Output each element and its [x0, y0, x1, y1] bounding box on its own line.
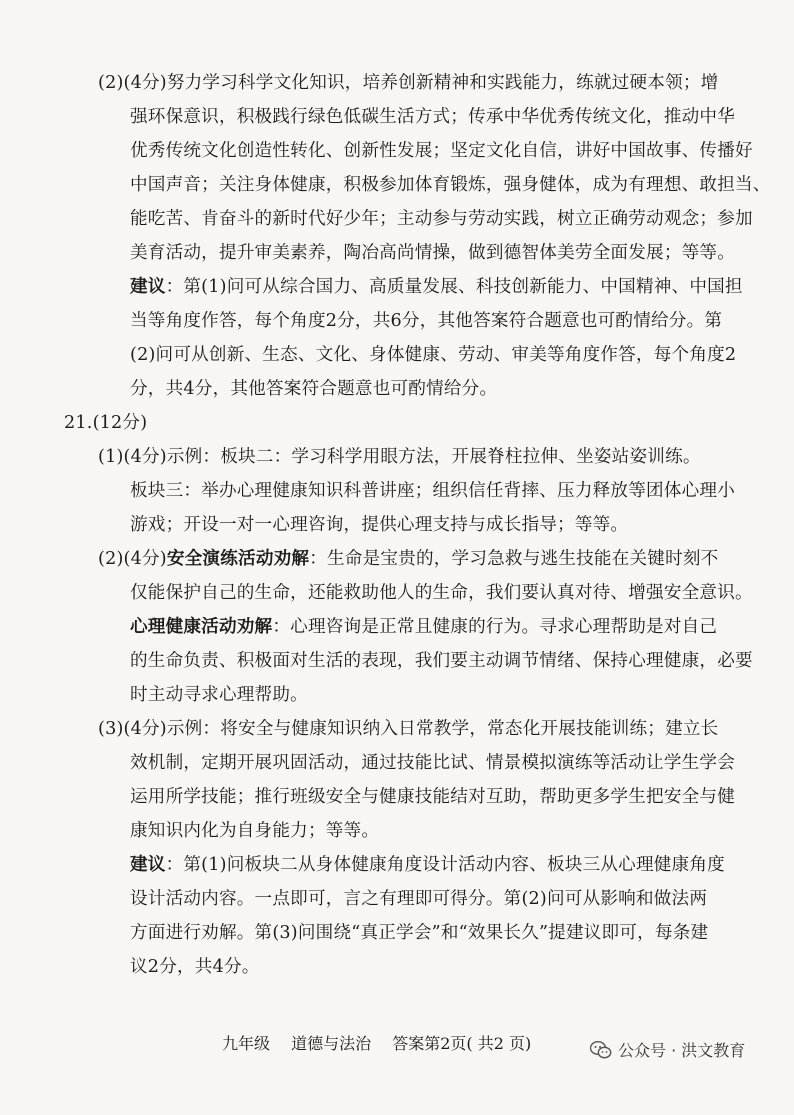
text-line [98, 66, 718, 100]
wechat-watermark [590, 1038, 745, 1061]
text-segment: 康知识内化为自身能力；等等。 [130, 821, 380, 841]
text-segment: 效机制，定期开展巩固活动，通过技能比试、情景模拟演练等活动让学生学会 [130, 753, 735, 773]
text-segment: 设计活动内容。一点即可，言之有理即可得分。第(2)问可从影响和做法两 [130, 889, 708, 909]
text-segment: (2)问可从创新、生态、文化、身体健康、劳动、审美等角度作答，每个角度2 [130, 345, 737, 365]
watermark-text: 公众号 · 洪文教育 [618, 1041, 746, 1060]
footer-subject: 道德与法治 [291, 1034, 372, 1053]
text-segment: 中国声音；关注身体健康，积极参加体育锻炼，强身健体，成为有理想、敢担当、 [130, 175, 771, 195]
text-line [64, 406, 147, 440]
text-line [98, 712, 718, 746]
bold-label: 建议 [130, 276, 166, 297]
wechat-icon [590, 1040, 612, 1060]
text-line [130, 304, 722, 338]
text-segment: (2)(4分)努力学习科学文化知识，培养创新精神和实践能力，练就过硬本领；增 [98, 73, 719, 93]
text-line [130, 610, 717, 644]
text-segment: (1)(4分)示例：板块二：学习科学用眼方法，开展脊柱拉伸、坐姿站姿训练。 [98, 447, 701, 467]
text-segment: 游戏；开设一对一心理咨询，提供心理支持与成长指导；等等。 [130, 515, 629, 535]
text-segment: 仅能保护自己的生命，还能救助他人的生命，我们要认真对待、增强安全意识。 [130, 583, 753, 603]
text-line [130, 508, 628, 542]
text-line [130, 916, 708, 950]
text-segment: ：心理咨询是正常且健康的行为。寻求心理帮助是对自己 [272, 617, 718, 637]
text-line [130, 950, 260, 984]
text-segment: ：第(1)问板块二从身体健康角度设计活动内容、板块三从心理健康角度 [165, 855, 725, 875]
text-line [130, 814, 379, 848]
text-line [130, 134, 753, 168]
text-line [130, 202, 753, 236]
footer-grade: 九年级 [222, 1034, 271, 1053]
text-line [130, 372, 497, 406]
text-line [130, 678, 308, 712]
text-segment: 分，共4分，其他答案符合题意也可酌情给分。 [130, 379, 498, 399]
text-line [130, 338, 736, 372]
text-line [130, 100, 735, 134]
bold-label: 安全演练活动劝解 [166, 548, 310, 569]
text-line [130, 882, 707, 916]
text-segment: 优秀传统文化创造性转化、创新性发展；坚定文化自信，讲好中国故事、传播好 [130, 141, 753, 161]
text-segment: (2)(4分) [98, 549, 167, 569]
footer-page-info: 答案第2页( 共2 页) [392, 1034, 532, 1053]
text-line [130, 168, 771, 202]
text-segment: 强环保意识，积极践行绿色低碳生活方式；传承中华优秀传统文化，推动中华 [130, 107, 735, 127]
text-line [130, 746, 735, 780]
text-segment: 美育活动，提升审美素养，陶冶高尚情操，做到德智体美劳全面发展；等等。 [130, 243, 735, 263]
bold-label: 心理健康活动劝解 [130, 616, 273, 637]
text-line [98, 542, 718, 576]
text-segment: 运用所学技能；推行班级安全与健康技能结对互助，帮助更多学生把安全与健 [130, 787, 735, 807]
bold-label: 建议 [130, 854, 166, 875]
text-segment: 当等角度作答，每个角度2分，共6分，其他答案符合题意也可酌情给分。第 [130, 311, 723, 331]
text-segment: 能吃苦、肯奋斗的新时代好少年；主动参与劳动实践，树立正确劳动观念；参加 [130, 209, 753, 229]
text-segment: 时主动寻求心理帮助。 [130, 685, 308, 705]
text-segment: 的生命负责、积极面对生活的表现，我们要主动调节情绪、保持心理健康，必要 [130, 651, 753, 671]
text-line [98, 440, 701, 474]
text-segment: 板块三：举办心理健康知识科普讲座；组织信任背摔、压力释放等团体心理小 [130, 481, 735, 501]
text-line [130, 474, 735, 508]
text-line [130, 644, 753, 678]
text-segment: ：第(1)问可从综合国力、高质量发展、科技创新能力、中国精神、中国担 [165, 277, 743, 297]
text-line [130, 848, 725, 882]
text-line [130, 236, 735, 270]
text-segment: (3)(4分)示例：将安全与健康知识纳入日常教学，常态化开展技能训练；建立长 [98, 719, 719, 739]
text-line [130, 780, 735, 814]
text-segment: 21.(12分) [64, 413, 148, 433]
text-segment: ：生命是宝贵的，学习急救与逃生技能在关键时刻不 [309, 549, 719, 569]
text-line [130, 576, 753, 610]
page-footer [222, 1031, 547, 1057]
text-line [130, 270, 743, 304]
text-segment: 方面进行劝解。第(3)问围绕“真正学会”和“效果长久”提建议即可，每条建 [130, 923, 709, 943]
text-segment: 议2分，共4分。 [130, 957, 260, 977]
